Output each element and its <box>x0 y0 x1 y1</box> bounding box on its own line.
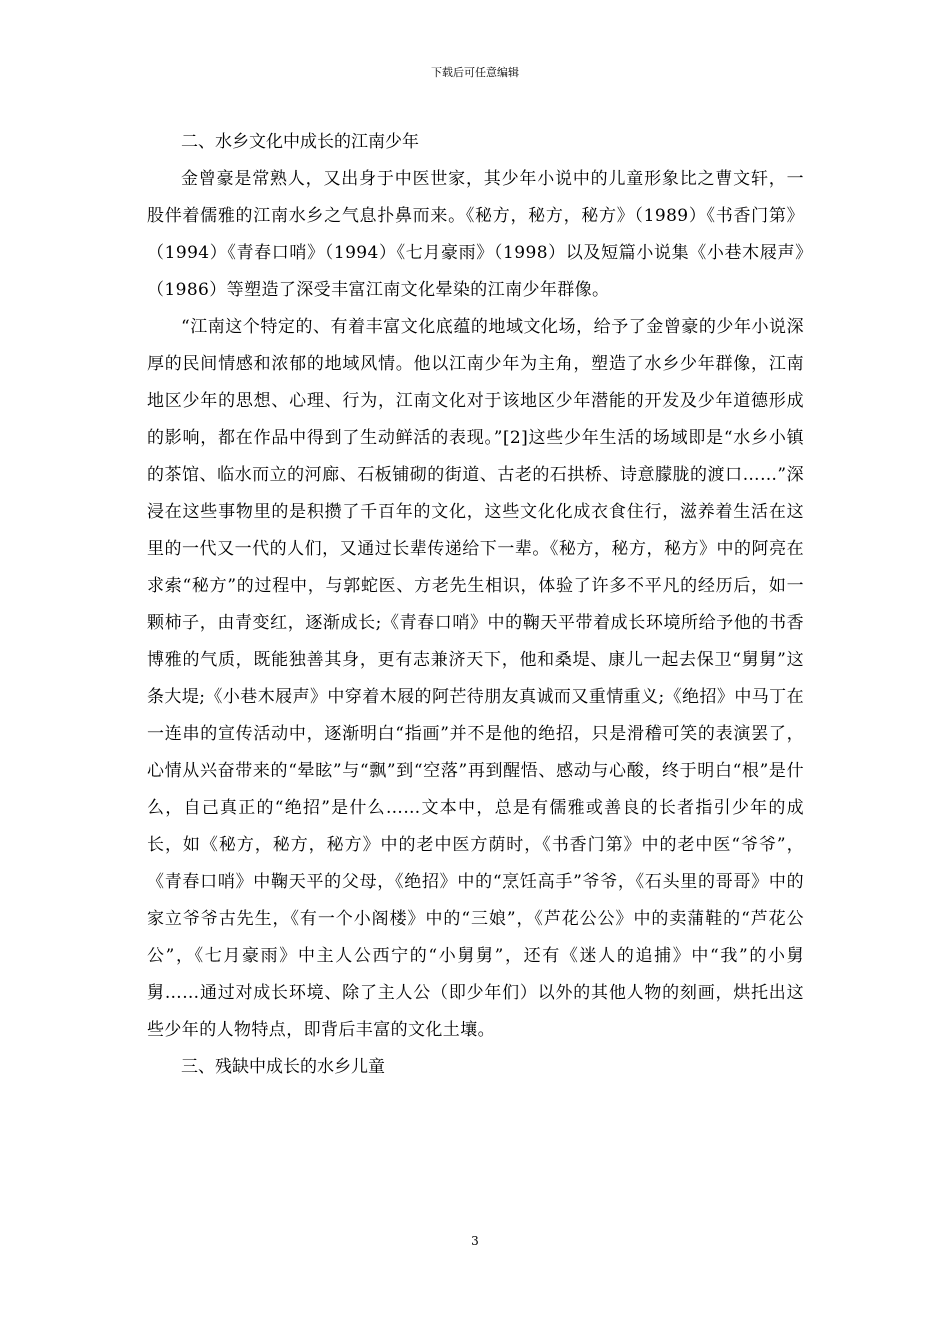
document-body <box>147 124 804 1086</box>
paragraph-1: 金曾豪是常熟人，又出身于中医世家，其少年小说中的儿童形象比之曹文轩，一股伴着儒雅的江南水乡之气息扑鼻而来。《秘方，秘方，秘方》（1989）《书香门第》（1994）《青春口哨》（1994）《七月豪雨》（1998）以及短篇小说集《小巷木屐声》（1986）等塑造了深受丰富江南文化晕染的江南少年群像。 <box>147 169 804 300</box>
page-number: 3 <box>471 1234 479 1248</box>
section-heading-3: 三、残缺中成长的水乡儿童 <box>181 1057 385 1077</box>
page-header: 下载后可任意编辑 <box>431 66 519 79</box>
paragraph-2: “江南这个特定的、有着丰富文化底蕴的地域文化场，给予了金曾豪的少年小说深厚的民间情感和浓郁的地域风情。他以江南少年为主角，塑造了水乡少年群像，江南地区少年的思想、心理、行为，江南文化对于该地区少年潜能的开发及少年道德形成的影响，都在作品中得到了生动鲜活的表现。”[2]这些少年生活的场域即是“水乡小镇的茶馆、临水而立的河廊、石板铺砌的街道、古老的石拱桥、诗意朦胧的渡口……”深浸在这些事物里的是积攒了千百年的文化，这些文化化成衣食住行，滋养着生活在这里的一代又一代的人们，又通过长辈传递给下一辈。《秘方，秘方，秘方》中的阿亮在求索“秘方”的过程中，与郭蛇医、方老先生相识，体验了许多不平凡的经历后，如一颗柿子，由青变红，逐渐成长;《青春口哨》中的鞠天平带着成长环境所给予他的书香博雅的气质，既能独善其身，更有志兼济天下，他和桑堤、康儿一起去保卫“舅舅”这条大堤;《小巷木屐声》中穿着木屐的阿芒待朋友真诚而又重情重义;《绝招》中马丁在一连串的宣传活动中，逐渐明白“指画”并不是他的绝招，只是滑稽可笑的表演罢了，心情从兴奋带来的“晕眩”与“飘”到“空落”再到醒悟、感动与心酸，终于明白“根”是什么，自己真正的“绝招”是什么……文本中，总是有儒雅或善良的长者指引少年的成长，如《秘方，秘方，秘方》中的老中医方荫时，《书香门第》中的老中医“爷爷”，《青春口哨》中鞠天平的父母，《绝招》中的“烹饪高手”爷爷，《石头里的哥哥》中的家立爷爷古先生，《有一个小阁楼》中的“三娘”，《芦花公公》中的卖蒲鞋的“芦花公公”，《七月豪雨》中主人公西宁的“小舅舅”，还有《迷人的追捕》中“我”的小舅舅……通过对成长环境、除了主人公（即少年们）以外的其他人物的刻画，烘托出这些少年的人物特点，即背后丰富的文化土壤。 <box>147 317 804 1040</box>
section-heading-2: 二、水乡文化中成长的江南少年 <box>181 132 419 152</box>
